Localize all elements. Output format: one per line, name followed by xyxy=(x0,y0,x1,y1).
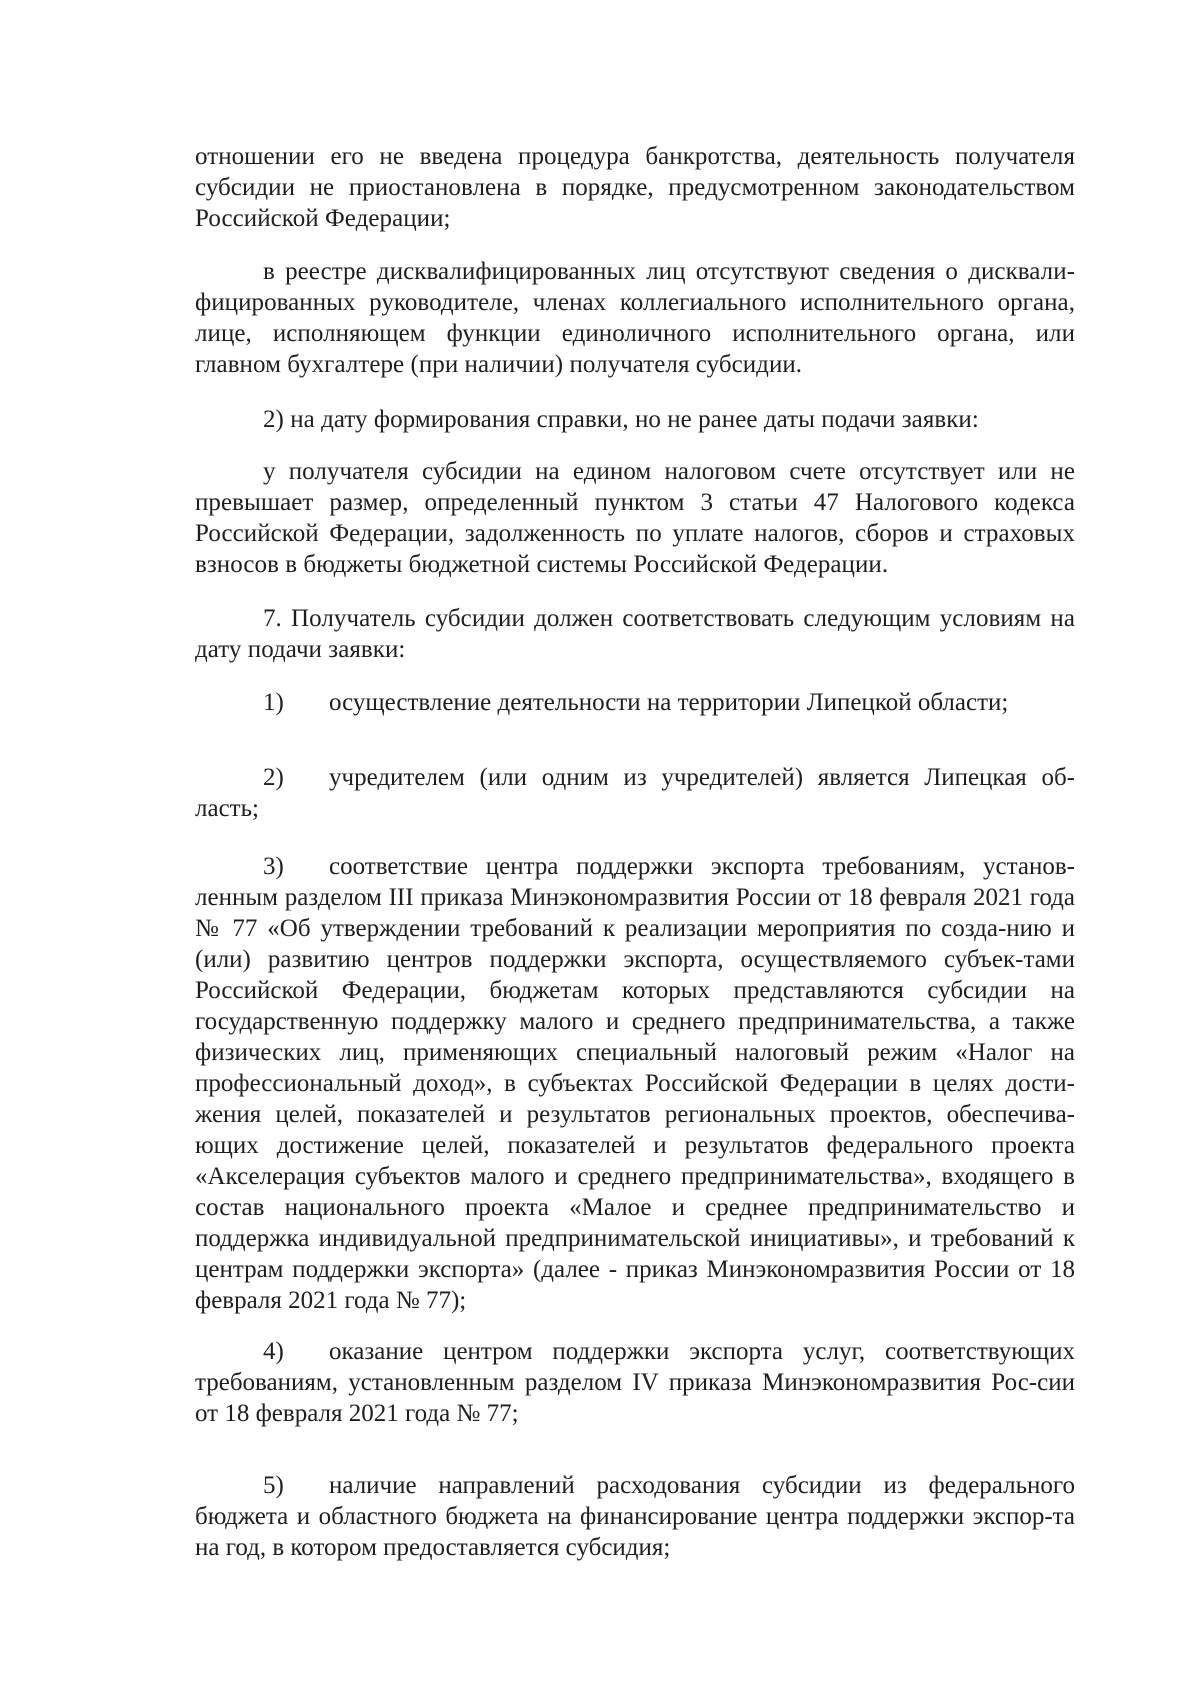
paragraph-certificate-date: 2) на дату формирования справки, но не ранее даты подачи заявки: xyxy=(263,406,979,433)
list-item-number: 1) xyxy=(263,689,284,716)
paragraph-tax-debt: у получателя субсидии на едином налоговом счете отсутствует или не превышает размер, определенный пунктом 3 статьи 47 Налогового кодекса Российской Федерации, задолженность по уплате налогов, сборов и страховых взносов в бюджеты бюджетной системы Российской Федерации. xyxy=(195,458,1075,578)
list-item xyxy=(195,1470,1075,1563)
list-item xyxy=(195,851,1075,1316)
list-item xyxy=(195,687,1075,718)
list-item-text: учредителем (или одним из учредителей) является Липецкая об-ласть; xyxy=(195,764,1075,822)
list-item-text: соответствие центра поддержки экспорта требованиям, установ-ленным разделом III приказа Минэкономразвития России от 18 февраля 2021 года № 77 «Об утверждении требований к реализации мероприятия по созда-нию и (или) развитию центров поддержки экспорта, осуществляемого субъек-тами Российской Федерации, бюджетам которых представляются субсидии на государственную поддержку малого и среднего предпринимательства, а также физических лиц, применяющих специальный налоговый режим «Налог на профессиональный доход», в субъектах Российской Федерации в целях дости-жения целей, показателей и результатов региональных проектов, обеспечива-ющих достижение целей, показателей и результатов федерального проекта «Акселерация субъектов малого и среднего предпринимательства», входящего в состав национального проекта «Малое и среднее предпринимательство и поддержка индивидуальной предпринимательской инициативы», и требований к центрам поддержки экспорта» (далее - приказ Минэкономразвития России от 18 февраля 2021 года № 77); xyxy=(195,853,1075,1314)
list-item-number: 3) xyxy=(263,853,284,880)
list-item-text: наличие направлений расходования субсидии из федерального бюджета и областного бюджета на финансирование центра поддержки экспор-та на год, в котором предоставляется субсидия; xyxy=(195,1472,1075,1561)
list-item-text: оказание центром поддержки экспорта услуг, соответствующих требованиям, установленным разделом IV приказа Минэкономразвития Рос-сии от 18 февраля 2021 года № 77; xyxy=(195,1338,1075,1427)
list-item xyxy=(195,1336,1075,1429)
paragraph-disqualified-persons: в реестре дисквалифицированных лиц отсутствуют сведения о дисквали-фицированных руководителе, членах коллегиального исполнительного органа, лице, исполняющем функции единоличного исполнительного органа, или главном бухгалтере (при наличии) получателя субсидии. xyxy=(195,258,1075,378)
list-item-text: осуществление деятельности на территории Липецкой области; xyxy=(329,689,1009,716)
list-item xyxy=(195,762,1075,824)
list-item-number: 5) xyxy=(263,1472,284,1499)
list-item-number: 4) xyxy=(263,1338,284,1365)
paragraph-recipient-conditions: 7. Получатель субсидии должен соответствовать следующим условиям на дату подачи заявки: xyxy=(195,605,1075,663)
paragraph-bankruptcy-condition: отношении его не введена процедура банкротства, деятельность получателя субсидии не приостановлена в порядке, предусмотренном законодательством Российской Федерации; xyxy=(195,143,1075,232)
list-item-number: 2) xyxy=(263,764,284,791)
